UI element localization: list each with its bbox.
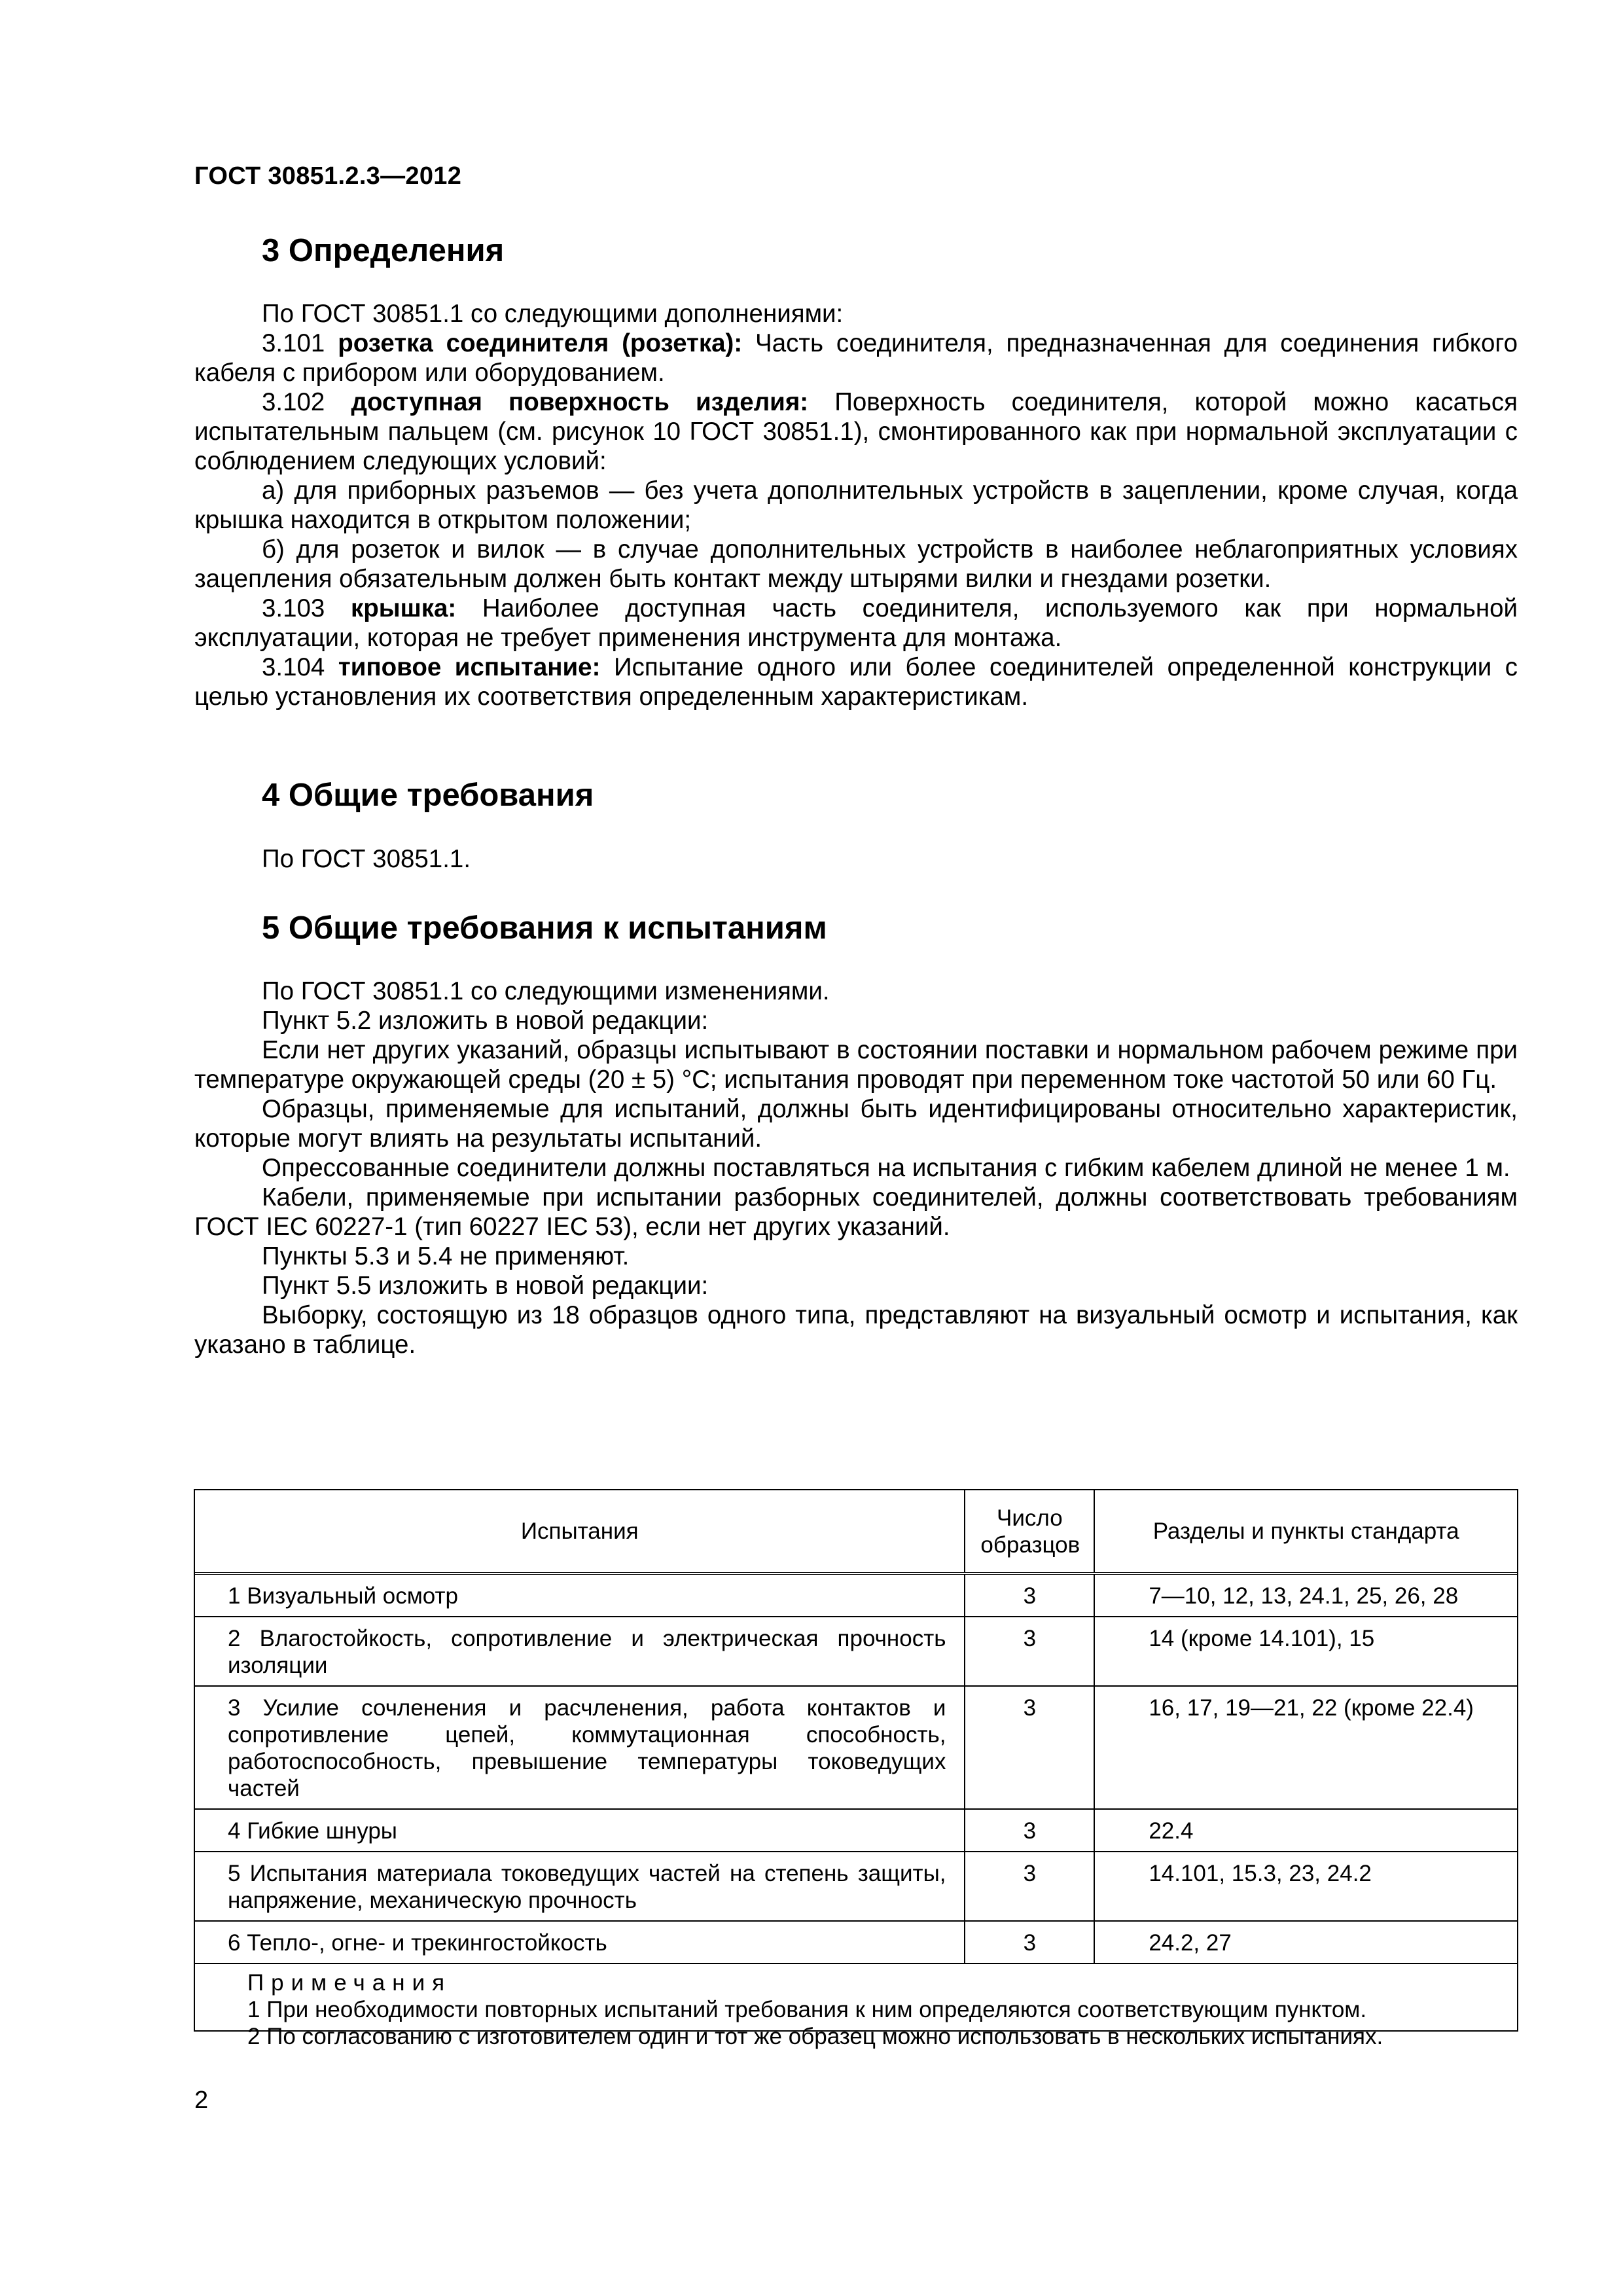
tests-table (194, 1489, 1518, 2049)
test-name: 4 Гибкие шнуры (228, 1818, 397, 1844)
standard-refs: 7—10, 12, 13, 24.1, 25, 26, 28 (1149, 1583, 1459, 1609)
definition-number: 3.102 (262, 388, 351, 416)
test-name: 2 Влагостойкость, сопротивление и электрическая прочность изоляции (228, 1626, 946, 1678)
header-tests: Испытания (195, 1490, 965, 1573)
definition-text: Часть соединителя, предназначенная для соединения гибкого кабеля с прибором или оборудованием. (194, 329, 1518, 387)
note-item: 2 По согласованию с изготовителем один и тот же образец можно использовать в нескольких испытаниях. (247, 2024, 1383, 2049)
section-5-paragraph: Пункт 5.2 изложить в новой редакции: (262, 1007, 709, 1035)
definition-term: розетка соединителя (розетка): (338, 329, 743, 357)
section-3-title: 3 Определения (262, 233, 505, 268)
definition-number: 3.101 (262, 329, 338, 357)
definition-text: Поверхность соединителя, которой можно касаться испытательным пальцем (см. рисунок 10 ГОСТ 30851.1), смонтированного как при нормальной эксплуатации с соблюдением следующих условий: (194, 388, 1518, 475)
definition-term: доступная поверхность изделия: (351, 388, 809, 416)
standard-refs: 14 (кроме 14.101), 15 (1149, 1626, 1375, 1651)
section-5-paragraph: Образцы, применяемые для испытаний, должны быть идентифицированы относительно характеристик, которые могут влиять на результаты испытаний. (194, 1095, 1518, 1153)
sample-count: 3 (1023, 1818, 1037, 1844)
definition-text: Наиболее доступная часть соединителя, используемого как при нормальной эксплуатации, которая не требует применения инструмента для монтажа. (194, 594, 1518, 652)
table-row (195, 1852, 1517, 1921)
section-3-body (194, 299, 1518, 711)
page-number: 2 (194, 2087, 209, 2114)
definition-3-103 (194, 594, 1518, 653)
sample-count: 3 (1023, 1930, 1037, 1956)
section-5-paragraph: Если нет других указаний, образцы испытывают в состоянии поставки и нормальном рабочем режиме при температуре окружающей среды (20 ± 5) °С; испытания проводят при переменном токе частотой 50 или 60 Гц. (194, 1036, 1518, 1094)
section-5-title: 5 Общие требования к испытаниям (262, 910, 827, 946)
definition-term: крышка: (351, 594, 457, 622)
section-4-body (194, 844, 1518, 874)
sample-count: 3 (1023, 1861, 1037, 1886)
section-4-text: По ГОСТ 30851.1. (262, 845, 471, 873)
tests-table-grid (195, 1490, 1517, 2056)
section-5-paragraph: Выборку, состоящую из 18 образцов одного типа, представляют на визуальный осмотр и испытания, как указано в таблице. (194, 1301, 1518, 1359)
section-5-paragraph: По ГОСТ 30851.1 со следующими изменениями. (262, 977, 830, 1005)
section-3-intro: По ГОСТ 30851.1 со следующими дополнениями: (262, 300, 844, 328)
test-name: 1 Визуальный осмотр (228, 1583, 458, 1609)
table-row (195, 1809, 1517, 1852)
standard-refs: 16, 17, 19—21, 22 (кроме 22.4) (1149, 1695, 1474, 1721)
definition-3-102 (194, 387, 1518, 476)
sample-count: 3 (1023, 1695, 1037, 1721)
table-row (195, 1573, 1517, 1617)
test-name: 5 Испытания материала токоведущих частей на степень защиты, напряжение, механическую прочность (228, 1861, 946, 1913)
definition-number: 3.103 (262, 594, 351, 622)
header-standard-refs: Разделы и пункты стандарта (1094, 1490, 1517, 1573)
table-row (195, 1921, 1517, 1964)
section-5-paragraph: Пункт 5.5 изложить в новой редакции: (262, 1272, 709, 1300)
section-5-paragraph: Опрессованные соединители должны поставляться на испытания с гибким кабелем длиной не менее 1 м. (262, 1154, 1510, 1182)
definition-3-104 (194, 653, 1518, 711)
table-notes (195, 1964, 1517, 2056)
test-name: 6 Тепло-, огне- и трекингостойкость (228, 1930, 607, 1956)
table-row (195, 1617, 1517, 1686)
standard-refs: 14.101, 15.3, 23, 24.2 (1149, 1861, 1372, 1886)
note-item: 1 При необходимости повторных испытаний требования к ним определяются соответствующим пунктом. (247, 1997, 1367, 2022)
section-5-body (194, 977, 1518, 1359)
table-notes-row (195, 1964, 1517, 2056)
definition-number: 3.104 (262, 653, 338, 681)
notes-title: Примечания (247, 1970, 452, 1996)
sample-count: 3 (1023, 1626, 1037, 1651)
section-4-title: 4 Общие требования (262, 778, 594, 813)
definition-item-b: б) для розеток и вилок — в случае дополнительных устройств в наиболее неблагоприятных условиях зацепления обязательным должен быть контакт между штырями вилки и гнездами розетки. (194, 535, 1518, 593)
definition-text: Испытание одного или более соединителей определенной конструкции с целью установления их соответствия определенным характеристикам. (194, 653, 1518, 711)
standard-refs: 24.2, 27 (1149, 1930, 1232, 1956)
header-sample-count: Число образцов (965, 1490, 1094, 1573)
document-code: ГОСТ 30851.2.3—2012 (194, 162, 462, 190)
table-header-row (195, 1490, 1517, 1573)
sample-count: 3 (1023, 1583, 1037, 1609)
standard-refs: 22.4 (1149, 1818, 1194, 1844)
section-5-paragraph: Кабели, применяемые при испытании разборных соединителей, должны соответствовать требованиям ГОСТ IEC 60227-1 (тип 60227 IEC 53), если нет других указаний. (194, 1183, 1518, 1241)
table-row (195, 1686, 1517, 1809)
definition-term: типовое испытание: (338, 653, 601, 681)
definition-3-101 (194, 329, 1518, 387)
test-name: 3 Усилие сочленения и расчленения, работа контактов и сопротивление цепей, коммутационная способность, работоспособность, превышение температуры токоведущих частей (228, 1695, 946, 1801)
section-5-paragraph: Пункты 5.3 и 5.4 не применяют. (262, 1242, 630, 1270)
definition-item-a: а) для приборных разъемов — без учета дополнительных устройств в зацеплении, кроме случая, когда крышка находится в открытом положении; (194, 476, 1518, 534)
